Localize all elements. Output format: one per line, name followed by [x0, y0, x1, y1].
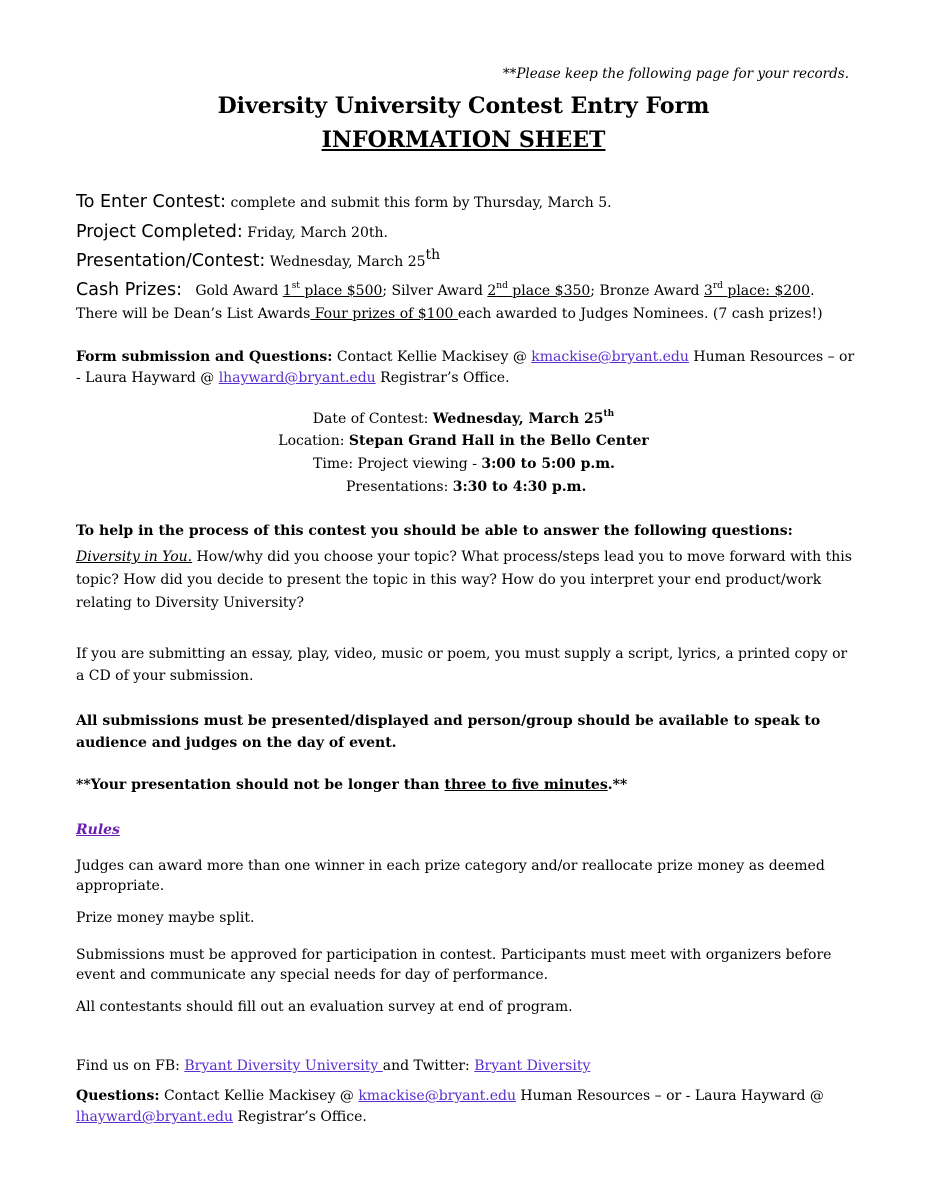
contest-location: Location: Stepan Grand Hall in the Bello Center	[278, 433, 649, 449]
social-line: Find us on FB: Bryant Diversity University and Twitter: Bryant Diversity	[76, 1058, 591, 1074]
all-submissions-paragraph: All submissions must be presented/displayed and person/group should be available to speak to audience and judges on the day of event.	[76, 713, 821, 751]
contest-presentations: Presentations: 3:30 to 4:30 p.m.	[346, 479, 587, 495]
completed-text: Friday, March 20th.	[242, 225, 388, 241]
deans-prizes: Four prizes of $100	[310, 306, 458, 322]
questions-heading: To help in the process of this contest you should be able to answer the following questions:	[76, 523, 793, 539]
gold-place: 1st place $500	[282, 281, 383, 299]
page-subtitle: INFORMATION SHEET	[321, 127, 606, 153]
enter-line	[76, 192, 612, 212]
enter-label: To Enter Contest:	[76, 192, 227, 212]
length-duration: three to five minutes	[444, 777, 608, 793]
footer-line2: lhayward@bryant.edu Registrar’s Office.	[76, 1109, 367, 1125]
completed-line	[76, 222, 388, 242]
submitting-paragraph: If you are submitting an essay, play, video, music or poem, you must supply a script, lyrics, a printed copy or a CD of your submission.	[76, 646, 848, 684]
presentation-label: Presentation/Contest:	[76, 251, 266, 271]
email-link-kmackise[interactable]: kmackise@bryant.edu	[531, 349, 689, 365]
form-submission-label: Form submission and Questions:	[76, 349, 333, 365]
footer-email-lhayward[interactable]: lhayward@bryant.edu	[76, 1109, 234, 1125]
presentation-text: Wednesday, March 25	[265, 254, 426, 270]
rule-item: All contestants should fill out an evaluation survey at end of program.	[76, 999, 573, 1015]
footer-email-kmackise[interactable]: kmackise@bryant.edu	[358, 1088, 516, 1104]
footer-label: Questions:	[76, 1088, 160, 1104]
length-line: **Your presentation should not be longer than three to five minutes.**	[76, 777, 628, 793]
footer-line1: Questions: Contact Kellie Mackisey @ kmackise@bryant.edu Human Resources – or - Laura Hayward @	[76, 1088, 824, 1104]
prizes-line: Cash Prizes: Gold Award 1st place $500; Silver Award 2nd place $350; Bronze Award 3rd place: $200.	[76, 280, 815, 300]
bronze-award: ; Bronze Award	[590, 283, 704, 299]
enter-text: complete and submit this form by Thursday, March 5.	[226, 195, 612, 211]
silver-place: 2nd place $350	[487, 281, 591, 299]
silver-award: ; Silver Award	[382, 283, 488, 299]
form-submission-line2: - Laura Hayward @ lhayward@bryant.edu Registrar’s Office.	[76, 370, 510, 386]
facebook-link[interactable]: Bryant Diversity University	[184, 1058, 383, 1074]
bronze-place: 3rd place: $200	[703, 281, 811, 299]
rule-item: Prize money maybe split.	[76, 910, 255, 926]
questions-paragraph: Diversity in You. How/why did you choose your topic? What process/steps lead you to move forward with this topic? How did you decide to present the topic in this way? How do you interpret your end product/work relating to Diversity University?	[76, 549, 852, 611]
contest-date: Date of Contest: Wednesday, March 25th	[312, 409, 615, 427]
gold-award: Gold Award	[195, 283, 283, 299]
prizes-label: Cash Prizes:	[76, 280, 182, 300]
rules-heading: Rules	[76, 822, 120, 838]
presentation-line	[76, 246, 441, 271]
contest-time: Time: Project viewing - 3:00 to 5:00 p.m.	[313, 456, 615, 472]
deans-line: There will be Dean’s List Awards Four prizes of $100 each awarded to Judges Nominees. (7 cash prizes!)	[76, 306, 823, 322]
page-title: Diversity University Contest Entry Form	[217, 93, 710, 119]
rule-item: Submissions must be approved for participation in contest. Participants must meet with organizers before event and communicate any special needs for day of performance.	[76, 947, 832, 983]
presentation-sup: th	[425, 246, 441, 263]
diversity-in-you: Diversity in You.	[76, 549, 193, 565]
records-note: **Please keep the following page for your records.	[502, 66, 849, 82]
form-submission-line1: Form submission and Questions: Contact Kellie Mackisey @ kmackise@bryant.edu Human Resources – or	[76, 349, 855, 365]
completed-label: Project Completed:	[76, 222, 243, 242]
rule-item: Judges can award more than one winner in each prize category and/or reallocate prize money as deemed appropriate.	[76, 858, 825, 894]
twitter-link[interactable]: Bryant Diversity	[474, 1058, 591, 1074]
email-link-lhayward[interactable]: lhayward@bryant.edu	[218, 370, 376, 386]
